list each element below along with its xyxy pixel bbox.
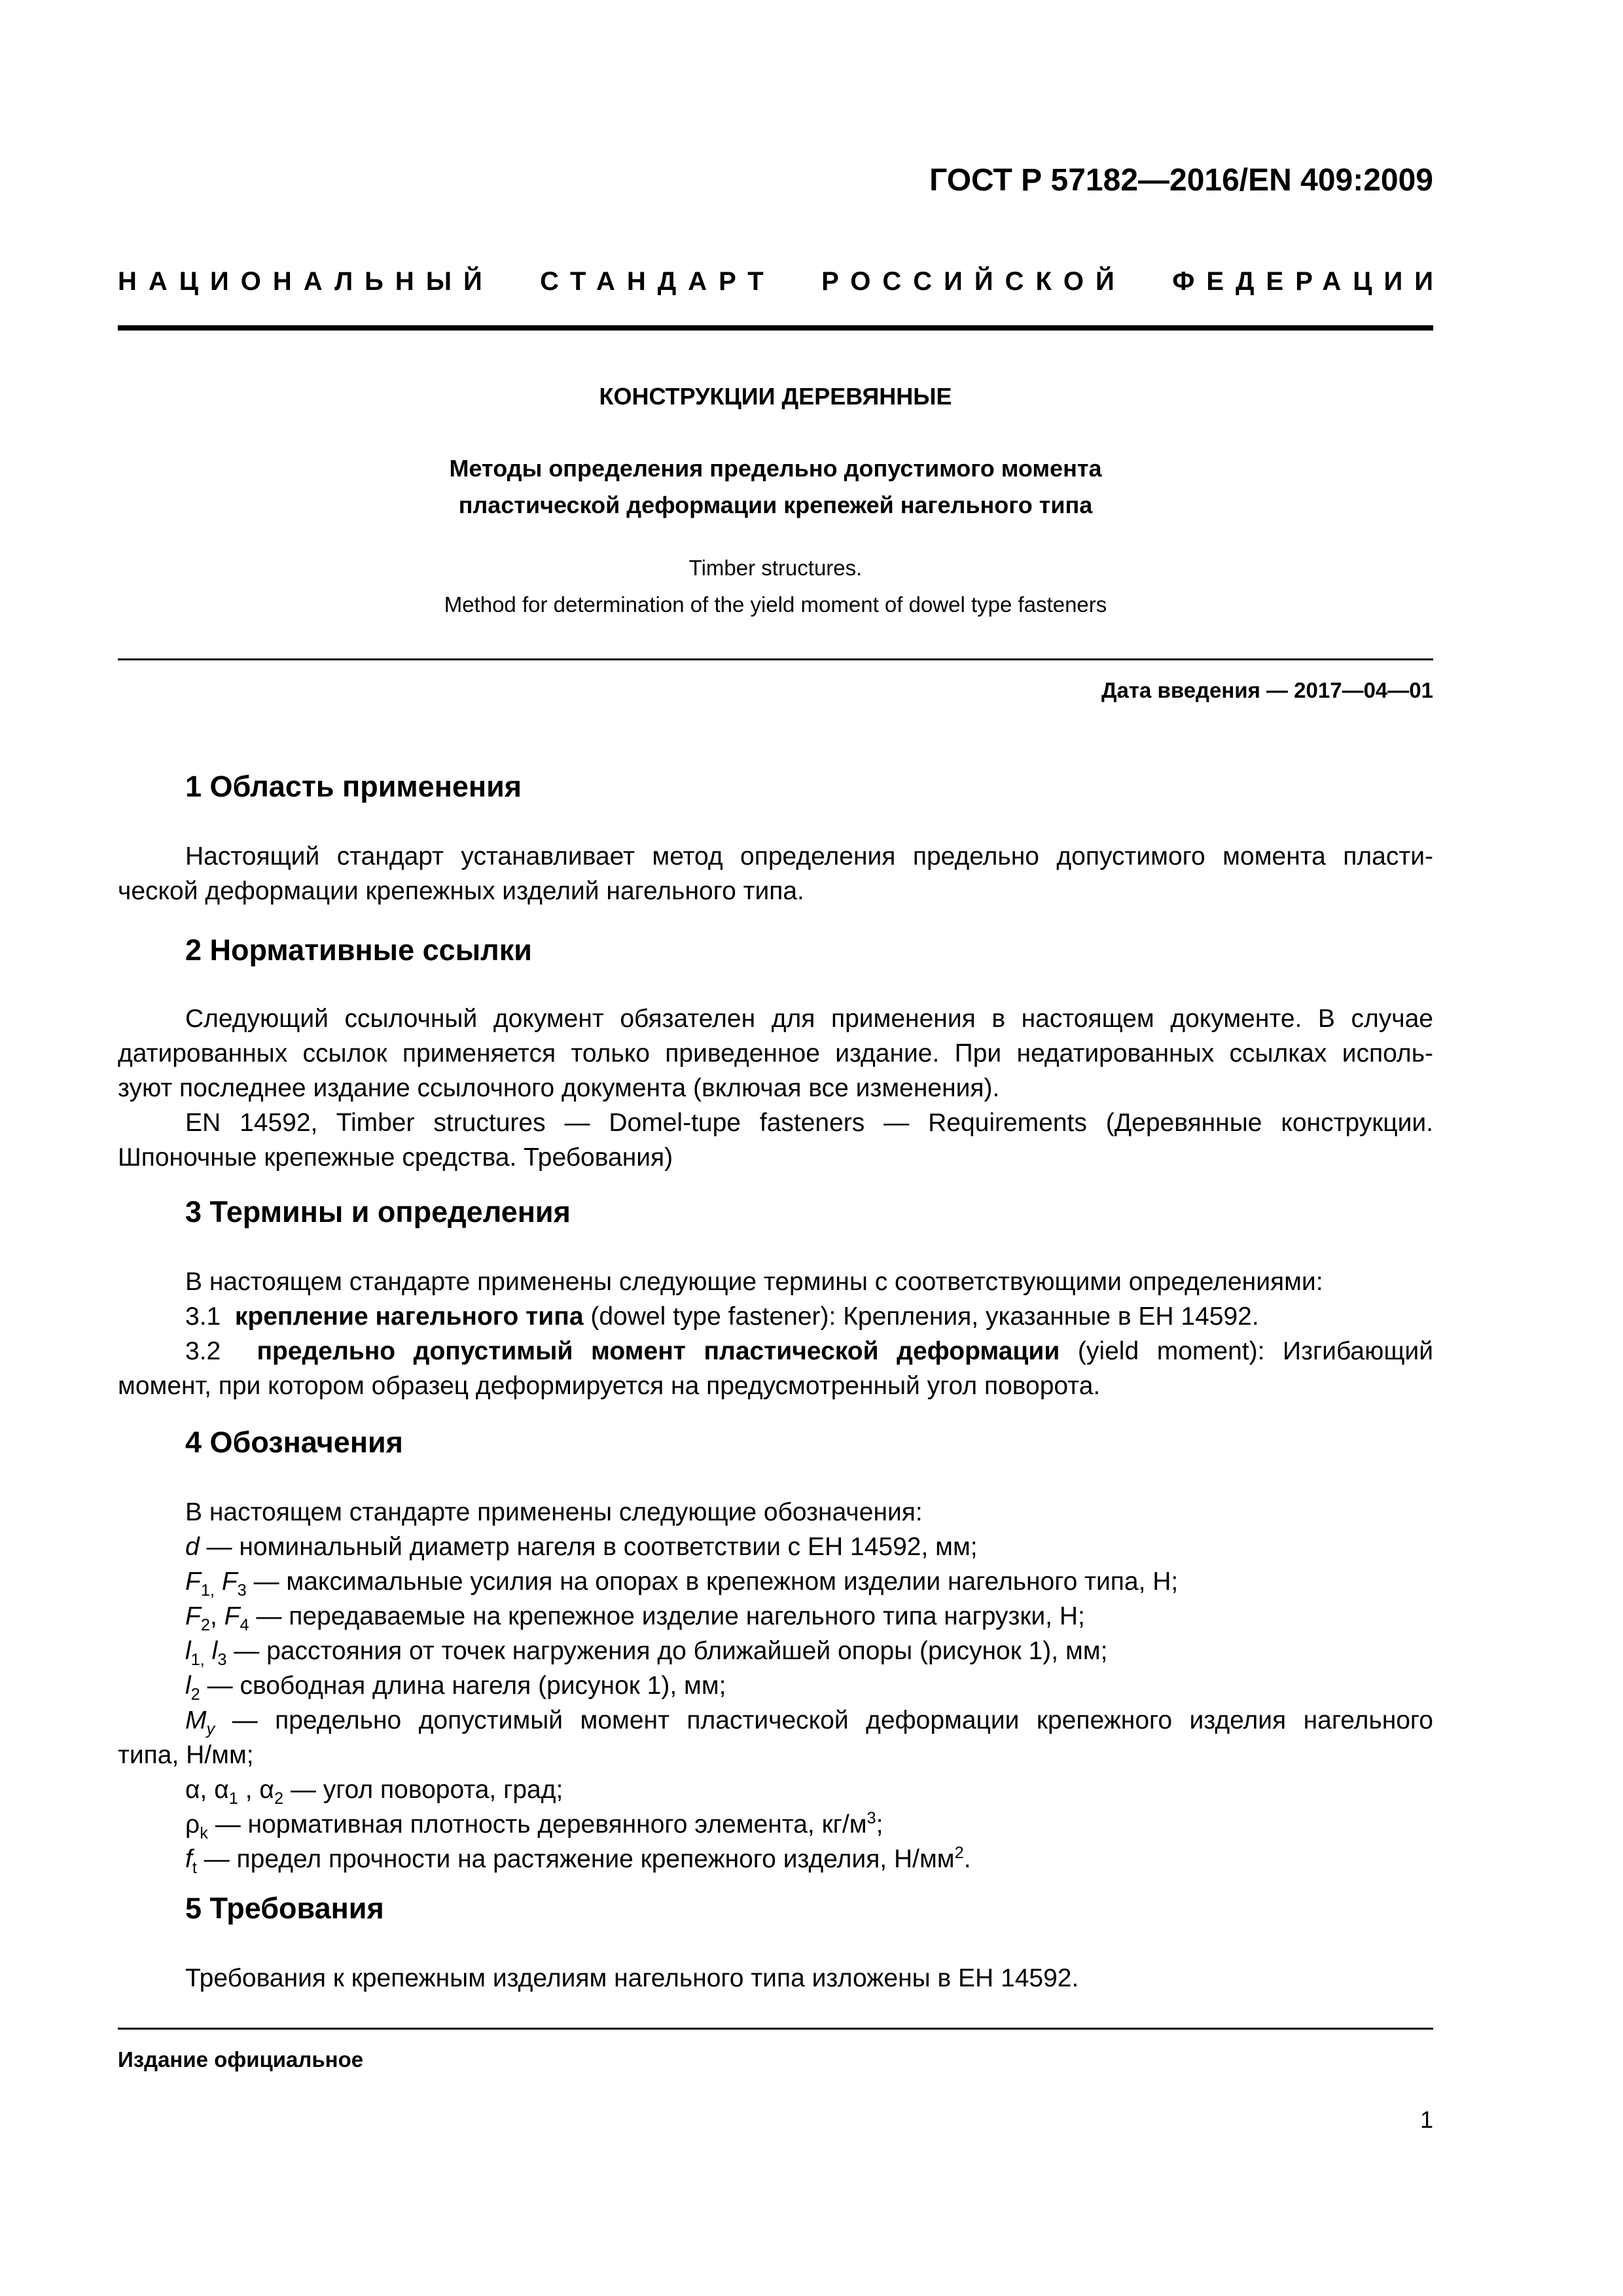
section-3-text bbox=[118, 1265, 1433, 1403]
section-heading-1: 1 Область применения bbox=[185, 770, 522, 803]
symbol-alpha: α, $\alpha_1$ , $\alpha_2$ — угол поворота, град; bbox=[185, 1776, 563, 1808]
official-edition-label: Издание официальное bbox=[118, 2047, 364, 2072]
banner-word: СТАНДАРТ bbox=[540, 267, 776, 296]
term-3-2 bbox=[118, 1334, 1433, 1369]
symbol-l2: $l_2$ — свободная длина нагеля (рисунок 1), мм; bbox=[185, 1672, 726, 1704]
symbol-definition: — свободная длина нагеля (рисунок 1), мм; bbox=[200, 1672, 726, 1700]
text-line: датированных ссылок применяется только приведенное издание. При недатированных ссылках исполь- bbox=[118, 1039, 1433, 1067]
national-standard-banner bbox=[118, 267, 1445, 296]
text-line: Шпоночные крепежные средства. Требования) bbox=[118, 1143, 673, 1172]
english-title-line: Timber structures. bbox=[688, 556, 863, 580]
banner-word: РОССИЙСКОЙ bbox=[821, 267, 1126, 296]
term-definition: (yield moment): Изгибающий bbox=[1060, 1337, 1434, 1365]
title-divider bbox=[118, 658, 1433, 660]
banner-word: НАЦИОНАЛЬНЫЙ bbox=[118, 267, 494, 296]
page-number: 1 bbox=[1419, 2106, 1433, 2133]
text-line: ческой деформации крепежных изделий нагельного типа. bbox=[118, 877, 804, 905]
symbol-definition: — расстояния от точек нагружения до ближайшей опоры (рисунок 1), мм; bbox=[226, 1637, 1108, 1665]
document-title: КОНСТРУКЦИИ ДЕРЕВЯННЫЕ bbox=[599, 383, 952, 410]
symbol-definition: — максимальные усилия на опорах в крепежном изделии нагельного типа, Н; bbox=[246, 1568, 1179, 1596]
term-3-1 bbox=[118, 1299, 1433, 1334]
introduction-date: Дата введения — 2017—04—01 bbox=[1101, 678, 1433, 702]
section-5-text bbox=[118, 1961, 1433, 1996]
section-heading-3: 3 Термины и определения bbox=[185, 1195, 571, 1229]
text-line: В настоящем стандарте применены следующие термины с соответствующими определениями: bbox=[185, 1268, 1323, 1296]
english-title bbox=[118, 550, 1433, 623]
symbol-d bbox=[118, 1530, 1433, 1564]
standard-number: ГОСТ Р 57182—2016/EN 409:2009 bbox=[929, 163, 1433, 198]
text-line: Настоящий стандарт устанавливает метод определения предельно допустимого момента пласти- bbox=[185, 842, 1433, 870]
symbol-definition: — передаваемые на крепежное изделие нагельного типа нагрузки, Н; bbox=[249, 1602, 1085, 1630]
text-line: EN 14592, Timber structures — Domel-tupe fasteners — Requirements (Деревянные конструкции. bbox=[185, 1109, 1433, 1137]
header-divider bbox=[118, 325, 1433, 331]
symbol-l1-l3: $l_{1,}$ $l_3$ — расстояния от точек нагружения до ближайшей опоры (рисунок 1), мм; bbox=[185, 1637, 1108, 1669]
symbol-definition: — предел прочности на растяжение крепежного изделия, Н/мм bbox=[196, 1845, 955, 1873]
symbol-definition: — угол поворота, град; bbox=[283, 1776, 563, 1804]
term-number: 3.1 bbox=[185, 1302, 221, 1331]
symbol-definition: — номинальный диаметр нагеля в соответствии с ЕН 14592, мм; bbox=[199, 1533, 978, 1561]
subtitle-line: пластической деформации крепежей нагельного типа bbox=[458, 492, 1093, 518]
subtitle-line: Методы определения предельно допустимого момента bbox=[449, 455, 1102, 482]
symbol-rho: $\rho_k$ — нормативная плотность деревянного элемента, $кг/м^3$; bbox=[185, 1809, 883, 1842]
symbol-ft: $f_t$ — предел прочности на растяжение крепежного изделия, $Н/мм^2$. bbox=[185, 1844, 971, 1877]
section-heading-5: 5 Требования bbox=[185, 1892, 384, 1925]
text-line: типа, Н/мм; bbox=[118, 1741, 254, 1769]
text-line: зуют последнее издание ссылочного документа (включая все изменения). bbox=[118, 1074, 1000, 1102]
symbol-f2-f4: $F_2$, $F_4$ — передаваемые на крепежное изделие нагельного типа нагрузки, Н; bbox=[185, 1602, 1085, 1634]
symbol-f1-f3: $F_{1,}$ $F_3$ — максимальные усилия на опорах в крепежном изделии нагельного типа, Н; bbox=[185, 1568, 1179, 1600]
term-name: предельно допустимый момент пластической деформации bbox=[257, 1337, 1060, 1365]
english-title-line: Method for determination of the yield moment of dowel type fasteners bbox=[444, 592, 1107, 617]
section-heading-2: 2 Нормативные ссылки bbox=[185, 933, 532, 967]
term-name: крепление нагельного типа bbox=[234, 1302, 584, 1331]
term-number: 3.2 bbox=[185, 1337, 221, 1365]
banner-word: ФЕДЕРАЦИИ bbox=[1172, 267, 1445, 296]
text-line: Следующий ссылочный документ обязателен для применения в настоящем документе. В случае bbox=[185, 1005, 1433, 1033]
symbol-definition: — нормативная плотность деревянного элемента, кг/м bbox=[207, 1810, 867, 1839]
text-line: В настоящем стандарте применены следующие обозначения: bbox=[185, 1498, 923, 1526]
section-heading-4: 4 Обозначения bbox=[185, 1426, 403, 1459]
section-1-text bbox=[118, 839, 1433, 908]
text-line: момент, при котором образец деформируется на предусмотренный угол поворота. bbox=[118, 1372, 1101, 1400]
symbol-definition: — предельно допустимый момент пластической деформации крепежного изделия нагельного bbox=[215, 1706, 1433, 1734]
section-4-text bbox=[118, 1495, 1433, 1876]
term-definition: (dowel type fastener): Крепления, указанные в ЕН 14592. bbox=[583, 1302, 1259, 1331]
footer-divider bbox=[118, 2028, 1433, 2030]
symbol-my: $M_y$ — предельно допустимый момент пластической деформации крепежного изделия нагельного bbox=[185, 1706, 1433, 1738]
section-2-text bbox=[118, 1001, 1433, 1175]
symbol: d bbox=[185, 1533, 200, 1561]
document-subtitle bbox=[118, 450, 1433, 524]
text-line: Требования к крепежным изделиям нагельного типа изложены в ЕН 14592. bbox=[185, 1964, 1079, 1992]
